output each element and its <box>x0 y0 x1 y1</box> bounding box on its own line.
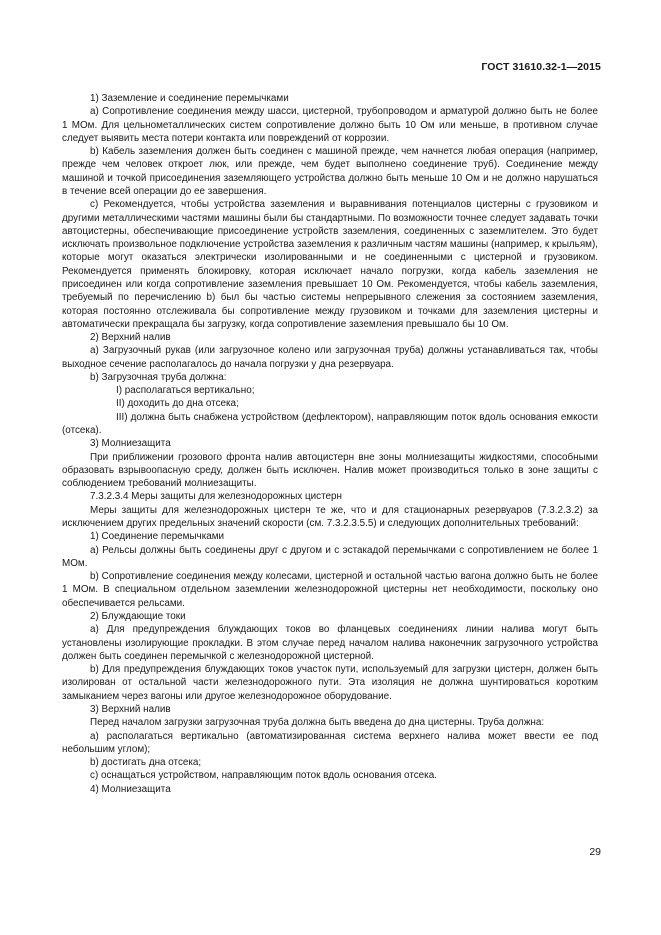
paragraph: 3) Верхний налив <box>90 703 171 715</box>
paragraph: 2) Блуждающие токи <box>90 610 186 622</box>
list-item: II) доходить до дна отсека; <box>116 398 239 410</box>
section-heading: 7.3.2.3.4 Меры защиты для железнодорожных цистерн <box>90 491 342 503</box>
paragraph: a) Загрузочный рукав (или загрузочное колено или загрузочная труба) должны устанавливаться так, чтобы выходное сечение располагалось до начала погрузки у дна резервуара. <box>62 345 598 370</box>
paragraph: b) Кабель заземления должен быть соединен с машиной прежде, чем начнется любая операция (например, прежде чем человек откроет люк, или прежде, чем будет выполнено соединение труб). Соединение между машиной и точкой присоединения заземляющего устройства должно быть меньше 10 Ом и не должно нарушаться в течение всей операции до ее завершения. <box>62 146 598 197</box>
paragraph: Перед началом загрузки загрузочная труба должна быть введена до дна цистерны. Труба должна: <box>90 717 545 729</box>
document-standard-id: ГОСТ 31610.32-1—2015 <box>481 61 601 73</box>
paragraph: 4) Молниезащита <box>90 783 171 795</box>
list-item: I) располагаться вертикально; <box>116 385 255 397</box>
paragraph: a) Рельсы должны быть соединены друг с другом и с эстакадой перемычками с сопротивлением не более 1 МОм. <box>62 544 598 569</box>
paragraph: Меры защиты для железнодорожных цистерн те же, что и для стационарных резервуаров (7.3.2.3.2) за исключением других предельных значений скорости (см. 7.3.2.3.5.5) и следующих дополнительных требований: <box>62 504 598 529</box>
document-body <box>62 92 598 796</box>
paragraph: a) Для предупреждения блуждающих токов во фланцевых соединениях линии налива могут быть установлены изолирующие прокладки. В этом случае перед началом налива наконечник загрузочного устройства должен быть соединен перемычкой с железнодорожной цистерной. <box>62 624 598 662</box>
paragraph: b) Сопротивление соединения между колесами, цистерной и остальной частью вагона должно быть не более 1 МОм. В специальном отдельном заземлении железнодорожной цистерны нет необходимости, поскольку оно обеспечивается рельсами. <box>62 571 598 609</box>
paragraph: c) оснащаться устройством, направляющим поток вдоль основания отсека. <box>90 770 437 782</box>
paragraph: 1) Соединение перемычками <box>90 531 225 543</box>
paragraph: a) располагаться вертикально (автоматизированная система верхнего налива может ввести ее под небольшим углом); <box>62 730 598 755</box>
paragraph: b) достигать дна отсека; <box>90 757 202 769</box>
list-item-text: III) должна быть снабжена устройством (дефлектором), направляющим поток вдоль основания емкости (отсека). <box>62 411 598 437</box>
paragraph: 2) Верхний налив <box>90 332 171 344</box>
paragraph: b) Для предупреждения блуждающих токов участок пути, используемый для загрузки цистерн, должен быть изолирован от остальной части железнодорожного пути. Эта изоляция не должна шунтироваться коротким замыканием через вагоны или другое железнодорожное оборудование. <box>62 664 598 702</box>
list-item <box>62 411 598 438</box>
paragraph: c) Рекомендуется, чтобы устройства заземления и выравнивания потенциалов цистерны с грузовиком и другими металлическими частями машины были бы стандартными. По возможности точнее следует задавать точки автоцистерны, обеспечивающие присоединение устройств заземления, соединенных с заземлителем. Это будет исключать произвольное подключение устройства заземления к различным частям машины (например, к крыльям), которые могут оказаться электрически изолированными и не соединенными с цистерной и грузовиком. Рекомендуется применять блокировку, которая исключает начало погрузки, когда кабель заземления не присоединен или когда сопротивление заземления превышает 10 Ом. Рекомендуется, чтобы кабель заземления, требуемый по перечислению b) был бы частью системы непрерывного слежения за состоянием заземления, которая постоянно отслеживала бы сопротивление между грузовиком и точками для заземления цистерны и автоматически прекращала бы загрузку, когда сопротивление заземления превышало бы 10 Ом. <box>62 199 598 330</box>
paragraph: 1) Заземление и соединение перемычками <box>90 93 289 104</box>
paragraph: 3) Молниезащита <box>90 438 171 450</box>
paragraph: a) Сопротивление соединения между шасси, цистерной, трубопроводом и арматурой должно быть не более 1 МОм. Для цельнометаллических систем сопротивление должно быть 10 Ом или меньше, в противном случае следует выявить места потери контакта или повреждений от коррозии. <box>62 106 598 144</box>
paragraph: При приближении грозового фронта налив автоцистерн вне зоны молниезащиты жидкостями, способными образовать взрывоопасную среду, должен быть исключен. Налив может производиться только в зоне защиты с соблюдением требований молниезащиты. <box>62 451 598 490</box>
page-number: 29 <box>589 846 601 858</box>
paragraph: b) Загрузочная труба должна: <box>90 371 227 383</box>
